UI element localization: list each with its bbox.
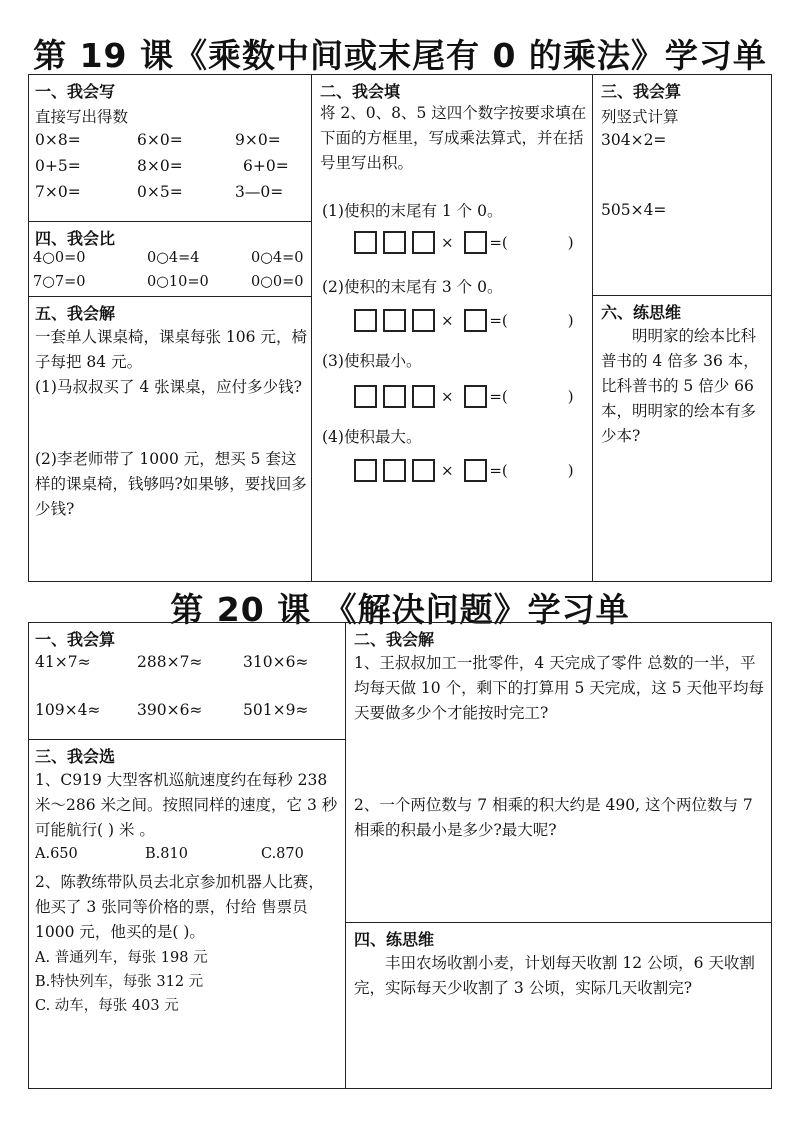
l19-s2-formula xyxy=(354,231,574,254)
l19-s6-text: 明明家的绘本比科普书的 4 倍多 36 本，比科普书的 5 倍少 66 本，明明家的绘本有多少本? xyxy=(601,327,759,445)
times-sign: × xyxy=(441,461,454,480)
l20-s1-item: 288×7≈ xyxy=(137,653,203,671)
l20-s1-heading: 一、我会算 xyxy=(35,630,116,649)
l20-s1-item: 109×4≈ xyxy=(35,701,101,719)
l19-s2-formula xyxy=(354,385,574,408)
eq-close: ) xyxy=(567,233,574,252)
digit-box[interactable] xyxy=(354,309,377,332)
l19-section-fill xyxy=(311,74,593,582)
digit-box[interactable] xyxy=(383,459,406,482)
lesson20-title: 第 20 课 《解决问题》学习单 xyxy=(170,590,630,629)
digit-box[interactable] xyxy=(464,309,487,332)
l20-s4-heading: 四、练思维 xyxy=(354,930,435,949)
l19-s1-intro: 直接写出得数 xyxy=(35,108,129,126)
l19-s1-item: 6×0= xyxy=(137,131,183,149)
eq-open: =( xyxy=(489,233,508,252)
l19-s4-item: 0○4=4 xyxy=(147,250,200,266)
l19-s4-item: 0○0=0 xyxy=(251,274,304,290)
l20-s2-q2: 2、一个两位数与 7 相乘的积大约是 490, 这个两位数与 7 相乘的积最小是多少?最大呢? xyxy=(354,796,753,839)
l20-section-solve xyxy=(345,622,772,923)
l20-section-calc xyxy=(28,622,346,740)
l19-s4-item: 0○4=0 xyxy=(251,250,304,266)
l20-s2-heading: 二、我会解 xyxy=(354,630,435,649)
l19-s2-item: (3)使积最小。 xyxy=(322,352,422,370)
l20-section-choose xyxy=(28,739,346,1089)
digit-box[interactable] xyxy=(354,385,377,408)
l20-s3-q1-option[interactable]: C.870 xyxy=(261,846,304,862)
l20-s2-q1: 1、王叔叔加工一批零件，4 天完成了零件 总数的一半，平均每天做 10 个，剩下的打算用 5 天完成，这 5 天他平均每天要做多少个才能按时完工? xyxy=(354,654,765,722)
digit-box[interactable] xyxy=(464,231,487,254)
l20-s3-q2-option[interactable]: A. 普通列车，每张 198 元 xyxy=(35,950,208,966)
l20-s1-item: 390×6≈ xyxy=(137,701,203,719)
l19-s2-formula xyxy=(354,459,574,482)
l19-s1-item: 3—0= xyxy=(235,183,284,201)
times-sign: × xyxy=(441,311,454,330)
l19-s1-item: 9×0= xyxy=(235,131,281,149)
eq-open: =( xyxy=(489,311,508,330)
l19-s4-item: 7○7=0 xyxy=(33,274,86,290)
l20-s3-q2-option[interactable]: B.特快列车，每张 312 元 xyxy=(35,974,204,990)
l20-section-think xyxy=(345,922,772,1089)
l19-s2-heading: 二、我会填 xyxy=(320,82,401,101)
eq-close: ) xyxy=(567,461,574,480)
l20-s3-q1-option[interactable]: A.650 xyxy=(35,846,78,862)
l19-section-solve xyxy=(28,296,312,582)
digit-box[interactable] xyxy=(412,231,435,254)
l19-s2-item: (2)使积的末尾有 3 个 0。 xyxy=(322,278,503,296)
l19-s2-formula xyxy=(354,309,574,332)
digit-box[interactable] xyxy=(383,309,406,332)
l19-section-think xyxy=(592,295,772,582)
eq-close: ) xyxy=(567,387,574,406)
l19-s1-heading: 一、我会写 xyxy=(35,82,116,101)
eq-close: ) xyxy=(567,311,574,330)
digit-box[interactable] xyxy=(412,309,435,332)
l19-s5-q2: (2)李老师带了 1000 元，想买 5 套这样的课桌椅，钱够吗?如果够，要找回多少钱? xyxy=(35,450,307,518)
digit-box[interactable] xyxy=(412,385,435,408)
digit-box[interactable] xyxy=(412,459,435,482)
l19-s4-item: 0○10=0 xyxy=(147,274,209,290)
l19-s4-heading: 四、我会比 xyxy=(35,229,116,248)
l19-s1-item: 8×0= xyxy=(137,157,183,175)
l19-s1-item: 0×8= xyxy=(35,131,81,149)
l19-s2-intro: 将 2、0、8、5 这四个数字按要求填在下面的方框里，写成乘法算式，并在括号里写出积。 xyxy=(320,104,587,172)
l20-s1-item: 310×6≈ xyxy=(243,653,309,671)
l19-section-compare xyxy=(28,221,312,297)
l19-s1-item: 0×5= xyxy=(137,183,183,201)
l19-s2-item: (1)使积的末尾有 1 个 0。 xyxy=(322,202,503,220)
times-sign: × xyxy=(441,233,454,252)
digit-box[interactable] xyxy=(354,231,377,254)
l19-s5-intro: 一套单人课桌椅，课桌每张 106 元，椅子每把 84 元。 xyxy=(35,328,307,371)
times-sign: × xyxy=(441,387,454,406)
l19-s6-heading: 六、练思维 xyxy=(601,303,682,322)
l20-s3-q2: 2、陈教练带队员去北京参加机器人比赛，他买了 3 张同等价格的票，付给 售票员 1000 元，他买的是( )。 xyxy=(35,873,324,941)
l19-s2-item: (4)使积最大。 xyxy=(322,428,422,446)
l19-section-calc xyxy=(592,74,772,296)
l20-s4-text: 丰田农场收割小麦，计划每天收割 12 公顷，6 天收割完，实际每天少收割了 3 公顷，实际几天收割完? xyxy=(354,954,755,997)
l19-s1-item: 7×0= xyxy=(35,183,81,201)
digit-box[interactable] xyxy=(464,385,487,408)
digit-box[interactable] xyxy=(354,459,377,482)
l20-s1-item: 41×7≈ xyxy=(35,653,91,671)
l20-s3-q1: 1、C919 大型客机巡航速度约在每秒 238 米～286 米之间。按照同样的速度，它 3 秒可能航行( ) 米 。 xyxy=(35,771,338,839)
l19-s3-intro: 列竖式计算 xyxy=(601,108,679,126)
l20-s3-heading: 三、我会选 xyxy=(35,747,116,766)
l19-s3-item: 304×2= xyxy=(601,131,667,149)
lesson19-title: 第 19 课《乘数中间或末尾有 0 的乘法》学习单 xyxy=(33,36,767,75)
l20-s3-q1-option[interactable]: B.810 xyxy=(145,846,188,862)
l19-s1-item: 6+0= xyxy=(243,157,289,175)
l19-s3-item: 505×4= xyxy=(601,201,667,219)
l20-s1-item: 501×9≈ xyxy=(243,701,309,719)
l19-s1-item: 0+5= xyxy=(35,157,81,175)
l19-s3-heading: 三、我会算 xyxy=(601,82,682,101)
eq-open: =( xyxy=(489,387,508,406)
l19-s5-q1: (1)马叔叔买了 4 张课桌，应付多少钱? xyxy=(35,378,302,396)
digit-box[interactable] xyxy=(383,231,406,254)
digit-box[interactable] xyxy=(383,385,406,408)
l19-section-write xyxy=(28,74,312,222)
l19-s4-item: 4○0=0 xyxy=(33,250,86,266)
eq-open: =( xyxy=(489,461,508,480)
digit-box[interactable] xyxy=(464,459,487,482)
l20-s3-q2-option[interactable]: C. 动车，每张 403 元 xyxy=(35,998,179,1014)
l19-s5-heading: 五、我会解 xyxy=(35,304,116,323)
